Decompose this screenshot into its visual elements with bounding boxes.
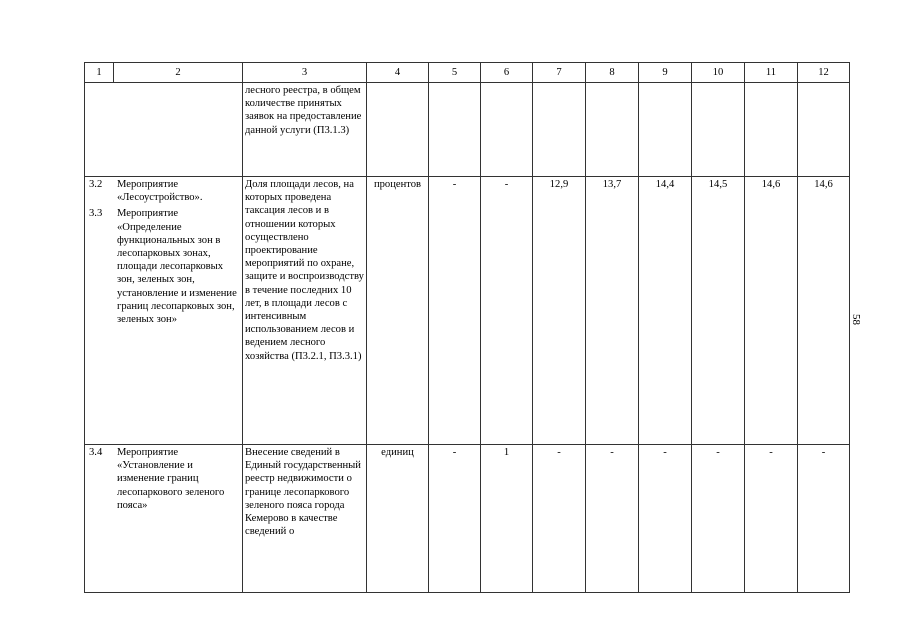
value-col-7: 12,9 (533, 177, 586, 445)
value-col-8: 13,7 (586, 177, 639, 445)
event-3-3 (87, 207, 240, 326)
col-header-8: 8 (586, 63, 639, 83)
event-name: Мероприятие «Определение функциональных зон в лесопарковых зонах, площади лесопарковых зон, зеленых зон, установление и изменение границ лесопарковых зон, зеленых зон» (117, 208, 237, 326)
indicator-cell: Доля площади лесов, на которых проведена таксация лесов и в отношении которых осуществлено проектирование мероприятий по охране, защите и воспроизводству в течение последних 10 лет, в площади лесов с интенсивным использованием лесов и ведением лесного хозяйства (П3.2.1, П3.3.1) (243, 177, 367, 445)
value-col-6: - (481, 177, 533, 445)
value-col-12: 14,6 (798, 177, 850, 445)
row-number: 3.4 (89, 447, 103, 458)
column-number-row (85, 63, 850, 83)
value-col-9: - (639, 445, 692, 593)
table-row-3-4 (85, 445, 850, 593)
value-col-10: 14,5 (692, 177, 745, 445)
empty-cell (367, 83, 429, 177)
col-header-2: 2 (114, 63, 243, 83)
value-col-10: - (692, 445, 745, 593)
row-number: 3.3 (89, 208, 103, 220)
event-name: Мероприятие «Лесоустройство». (117, 179, 203, 204)
events-cell (85, 177, 243, 445)
unit-cell: единиц (367, 445, 429, 593)
empty-cell (639, 83, 692, 177)
col-header-10: 10 (692, 63, 745, 83)
table-row-continued (85, 83, 850, 177)
empty-cell (798, 83, 850, 177)
indicators-table (84, 62, 850, 593)
value-col-7: - (533, 445, 586, 593)
value-col-11: 14,6 (745, 177, 798, 445)
col-header-3: 3 (243, 63, 367, 83)
value-col-6: 1 (481, 445, 533, 593)
empty-cell (692, 83, 745, 177)
event-3-4 (87, 446, 240, 512)
event-3-2 (87, 178, 240, 204)
empty-cell (85, 83, 243, 177)
col-header-11: 11 (745, 63, 798, 83)
empty-cell (533, 83, 586, 177)
col-header-7: 7 (533, 63, 586, 83)
unit-cell: процентов (367, 177, 429, 445)
row-number: 3.2 (89, 179, 103, 190)
value-col-5: - (429, 177, 481, 445)
empty-cell (586, 83, 639, 177)
empty-cell (429, 83, 481, 177)
indicator-cell: Внесение сведений в Единый государственный реестр недвижимости о границе лесопаркового зеленого пояса города Кемерово в качестве сведений о (243, 445, 367, 593)
value-col-12: - (798, 445, 850, 593)
col-header-5: 5 (429, 63, 481, 83)
value-col-5: - (429, 445, 481, 593)
col-header-6: 6 (481, 63, 533, 83)
col-header-1: 1 (85, 63, 114, 83)
indicator-cell: лесного реестра, в общем количестве принятых заявок на предоставление данной услуги (П3.1.3) (243, 83, 367, 177)
col-header-4: 4 (367, 63, 429, 83)
value-col-11: - (745, 445, 798, 593)
col-header-12: 12 (798, 63, 850, 83)
page-number: 58 (850, 314, 862, 325)
events-cell (85, 445, 243, 593)
empty-cell (481, 83, 533, 177)
empty-cell (745, 83, 798, 177)
event-name: Мероприятие «Установление и изменение границ лесопаркового зеленого пояса» (117, 447, 225, 511)
col-header-9: 9 (639, 63, 692, 83)
table-row-3-2 (85, 177, 850, 445)
value-col-9: 14,4 (639, 177, 692, 445)
value-col-8: - (586, 445, 639, 593)
